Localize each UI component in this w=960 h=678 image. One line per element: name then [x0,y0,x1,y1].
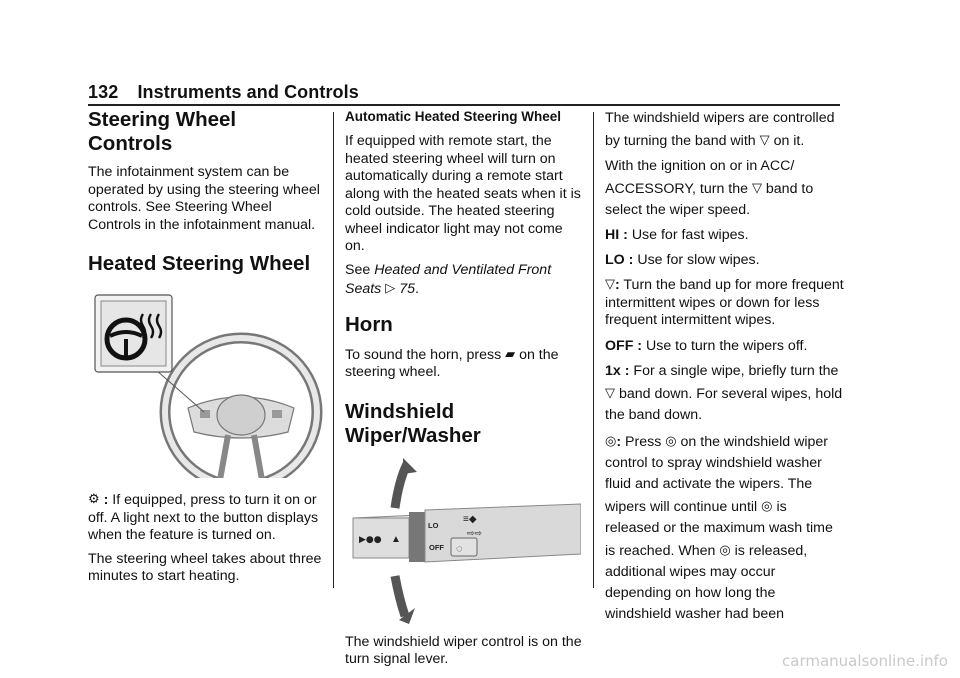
paragraph-wiper-control: The windshield wiper control is on the turn signal lever. [345,633,582,667]
paragraph-hi [605,225,845,246]
intermittent-text: Turn the band up for more frequent intermittent wipes or down for less frequent intermittent wipes. [605,277,844,328]
lever-off-label: OFF [429,542,444,552]
column-3 [605,108,845,625]
heated-icon-separator: : [103,492,109,508]
single-wipe-label: 1x : [605,362,630,379]
horn-text: To sound the horn, press [345,346,502,363]
heading-automatic-heated: Automatic Heated Steering Wheel [345,109,562,124]
horn-end: on the steering wheel. [345,346,559,380]
paragraph-horn [345,345,583,382]
wiper-icon: ▽ [605,384,615,400]
washer-text: on the windshield wiper control to spray windshield washer fluid and activate the wipers. [605,433,829,492]
paragraph-off [605,336,845,357]
section-title: Instruments and Controls [137,82,359,102]
washer-separator: : [616,433,622,450]
ignition-text: With the ignition on or in ACC/ ACCESSORY, turn the [605,158,795,197]
svg-text:▶●●: ▶●● [359,534,382,545]
wiper-band-end: on it. [773,133,805,149]
paragraph-single-wipe [605,361,845,426]
paragraph-lo [605,250,845,271]
paragraph-washer [605,430,845,625]
header-rule [88,104,840,106]
paragraph-remote-start: If equipped with remote start, the heated steering wheel will turn on automatically during a remote start along with the heated seats when it is cold outside. The heated steering wheel indicator light may not come on. [345,133,581,254]
page-number: 132 [88,82,119,102]
column-divider-1 [333,112,334,588]
lo-text: Use for slow wipes. [637,252,760,268]
paragraph-wiper-band [605,108,845,152]
single-wipe-end: band down. For several wipes, hold the band down. [605,385,843,423]
paragraph-intermittent [605,275,845,330]
heated-control-text: If equipped, press to turn it on or off. A light next to the button displays when the feature is turned on. [88,492,319,543]
see-page-ref[interactable]: 75 [399,281,415,297]
wiper-icon: ▽ [751,180,762,195]
lo-label: LO : [605,252,634,268]
paragraph-ignition [605,156,845,221]
paragraph-heated-control [88,490,324,545]
washer-icon: ◎ [605,432,617,448]
column-1 [88,108,324,586]
paragraph-infotainment: The infotainment system can be operated by using the steering wheel controls. See Steering Wheel Controls in the infotainment manual. [88,164,320,233]
washer-continue: The wipers will continue until [605,475,813,515]
wiper-band-text: The windshield wipers are controlled by turning the band with [605,110,835,149]
see-link[interactable]: Heated and Ventilated Front Seats [345,261,552,297]
single-wipe-text: For a single wipe, briefly turn the [633,362,839,379]
svg-text:⇨⇨: ⇨⇨ [467,527,483,538]
page-header [88,82,359,103]
wiper-lever-figure [345,458,581,626]
wiper-icon: ▽ [759,132,770,147]
paragraph-heating-time: The steering wheel takes about three minutes to start heating. [88,550,322,584]
paragraph-see-reference [345,262,583,299]
column-2 [345,108,583,669]
heading-horn: Horn [345,312,393,336]
washer-icon: ◎ [719,541,731,557]
heading-heated-steering-wheel: Heated Steering Wheel [88,252,311,275]
washer-icon: ◎ [761,497,773,513]
heated-steering-wheel-icon: ⚙ [88,491,100,506]
column-divider-2 [593,112,594,588]
washer-additional: is released, additional wipes may occur depending on how long the windshield washer had been [605,542,808,622]
svg-text:▲: ▲ [391,533,401,545]
off-label: OFF : [605,337,643,354]
washer-released: is released or the maximum wash time is reached. When [605,498,833,559]
intermittent-wiper-icon: ▽ [605,276,615,291]
washer-press: Press [625,433,662,450]
ignition-end: band to select the wiper speed. [605,181,814,218]
washer-icon: ◎ [665,432,677,448]
heading-windshield-wiper: Windshield Wiper/Washer [345,399,481,447]
page-ref-icon: ▷ [385,280,396,295]
heated-steering-wheel-figure [88,290,324,478]
off-text: Use to turn the wipers off. [646,337,808,354]
intermittent-separator: : [615,277,620,293]
hi-label: HI : [605,227,628,243]
svg-text:≡◆: ≡◆ [463,513,477,525]
footer-watermark: carmanualsonline.info [782,652,948,670]
svg-text:◌: ◌ [456,542,463,555]
see-text: See [345,261,371,278]
hi-text: Use for fast wipes. [631,227,749,243]
see-end: . [414,281,419,297]
heading-steering-wheel-controls: Steering Wheel Controls [88,108,237,155]
lever-lo-label: LO [428,520,439,530]
horn-icon: ▰ [505,345,516,361]
